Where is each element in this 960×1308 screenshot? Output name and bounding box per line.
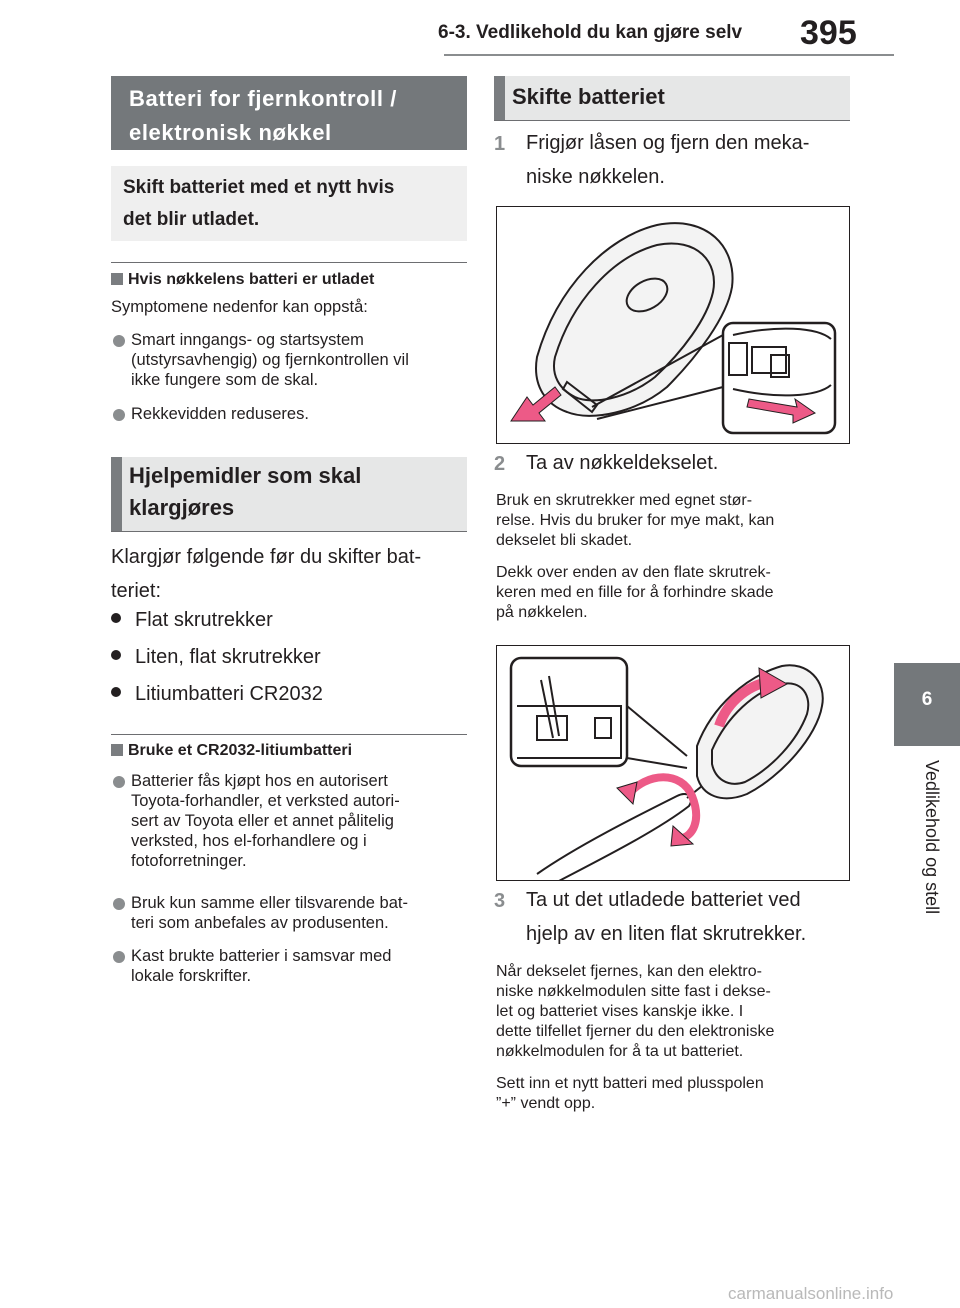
section-title-line: elektronisk nøkkel [129,120,332,145]
running-header-title: 6-3. Vedlikehold du kan gjøre selv [438,22,743,43]
subsection-rule [111,262,467,263]
step-text: Ta av nøkkeldekselet. [526,452,719,474]
list-item: Rekkevidden reduseres. [131,405,309,423]
list-item: Bruk kun samme eller tilsvarende bat- teri som anbefales av produsenten. [131,894,408,932]
step-paragraph: Bruk en skrutrekker med egnet stør- relse. Hvis du bruker for mye makt, kan dekselet bli skadet. [496,492,775,549]
section-title-line: Batteri for fjernkontroll / [129,86,397,111]
header-divider [444,54,894,56]
zoom-detail-box [511,658,627,766]
figure-remove-mechanical-key [496,206,850,444]
subsection-heading: Bruke et CR2032-litiumbatteri [111,742,352,760]
section-title-line: klargjøres [129,495,235,520]
step-text: Ta ut det utladede batteriet ved hjelp av en liten flat skrutrekker. [526,889,807,945]
chapter-title-vertical: Vedlikehold og stell [922,760,942,915]
list-item: Batterier fås kjøpt hos en autorisert Toyota-forhandler, et verksted autori- sert av Toyota eller et annet pålitelig verksted, hos el-forhandlere og i fotoforretninger. [131,772,400,870]
list-item: Kast brukte batterier i samsvar med lokale forskrifter. [131,947,392,985]
tools-intro: Klargjør følgende før du skifter bat- teriet: [111,546,422,602]
step-number: 3 [494,890,506,912]
figure-remove-key-cover [496,645,850,881]
section-title-line: Hjelpemidler som skal [129,463,362,488]
bullet-icon [111,650,121,660]
section-title-tools [111,457,467,531]
watermark: carmanualsonline.info [728,1284,894,1303]
bullet-icon [111,613,121,623]
screwdriver-illustration [497,646,850,881]
section-title-replace: Skifte batteriet [494,76,850,120]
subsection-rule [111,734,467,735]
square-bullet-icon [111,273,123,285]
list-item: Smart inngangs- og startsystem (utstyrsavhengig) og fjernkontrollen vil ikke fungere som de skal. [131,331,409,389]
subsection-heading: Hvis nøkkelens batteri er utladet [111,271,374,289]
step-text: Frigjør låsen og fjern den meka- niske nøkkelen. [526,132,810,188]
step-number: 1 [494,133,506,155]
tool-list-item: Flat skrutrekker [111,609,273,632]
circle-bullet-icon [113,898,125,910]
step-paragraph: Dekk over enden av den flate skrutrek- keren med en fille for å forhindre skade på nøkkelen. [496,564,774,621]
circle-bullet-icon [113,335,125,347]
intro-note-box [111,166,467,241]
tool-list-item: Litiumbatteri CR2032 [111,683,323,706]
bullet-icon [111,687,121,697]
note-line: det blir utladet. [123,209,260,230]
section-title-battery [111,76,467,150]
key-fob-illustration [497,207,850,444]
step-paragraph: Sett inn et nytt batteri med plusspolen ”+” vendt opp. [496,1075,764,1112]
chapter-number: 6 [921,689,933,710]
step-paragraph: Når dekselet fjernes, kan den elektro- niske nøkkelmodulen sitte fast i dekse- let og batteriet vises kanskje ikke. I dette tilfellet fjerner du den elektroniske nøkkelmodulen for å ta ut batteriet. [496,963,775,1060]
step-number: 2 [494,453,506,475]
chapter-tab [894,663,960,746]
tool-list-item: Liten, flat skrutrekker [111,646,321,669]
square-bullet-icon [111,744,123,756]
subsection-intro: Symptomene nedenfor kan oppstå: [111,298,368,316]
circle-bullet-icon [113,776,125,788]
note-line: Skift batteriet med et nytt hvis [123,177,395,198]
page-number: 395 [800,14,857,52]
circle-bullet-icon [113,409,125,421]
circle-bullet-icon [113,951,125,963]
